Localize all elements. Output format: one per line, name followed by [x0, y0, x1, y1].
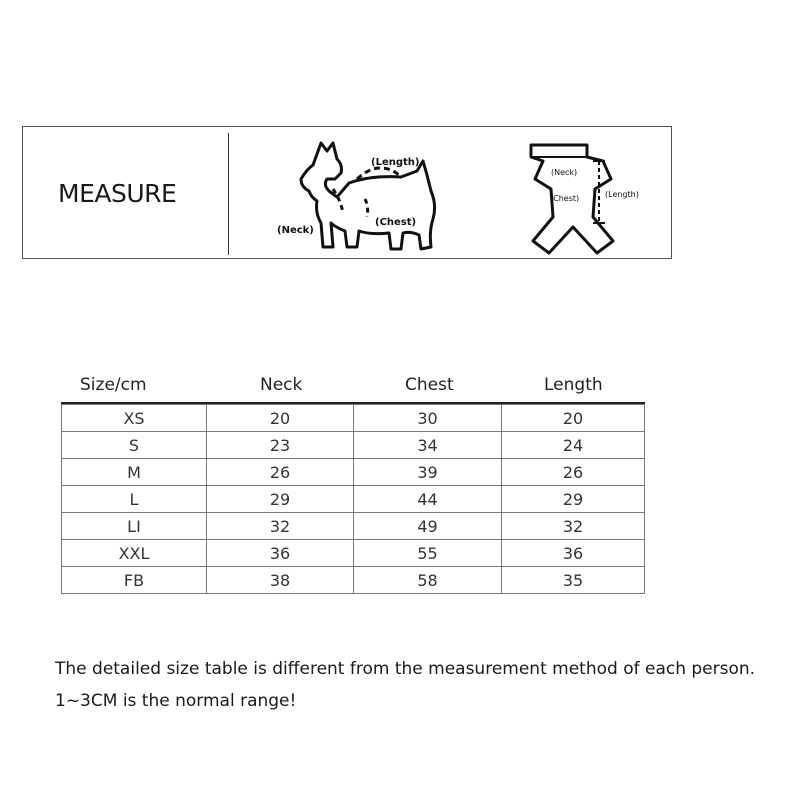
cell-length: 26: [502, 459, 645, 486]
cell-size: LI: [62, 513, 207, 540]
table-row: [62, 486, 645, 513]
cell-size: L: [62, 486, 207, 513]
size-table: [61, 404, 645, 594]
table-row: [62, 432, 645, 459]
table-row: [62, 405, 645, 432]
measure-title: MEASURE: [58, 179, 177, 208]
cell-length: 29: [502, 486, 645, 513]
dog-length-label: (Length): [371, 157, 420, 168]
cell-length: 36: [502, 540, 645, 567]
header-length: Length: [544, 375, 603, 395]
cell-chest: 30: [354, 405, 502, 432]
cell-chest: 49: [354, 513, 502, 540]
shirt-length-label: (Length): [605, 190, 639, 199]
measure-divider: [228, 133, 229, 255]
note-line-2: 1~3CM is the normal range!: [55, 691, 297, 711]
cell-chest: 34: [354, 432, 502, 459]
cell-chest: 55: [354, 540, 502, 567]
header-chest: Chest: [405, 375, 454, 395]
header-neck: Neck: [260, 375, 303, 395]
cell-neck: 38: [207, 567, 354, 594]
cell-length: 20: [502, 405, 645, 432]
cell-length: 24: [502, 432, 645, 459]
cell-neck: 36: [207, 540, 354, 567]
note-line-1: The detailed size table is different from the measurement method of each person.: [55, 659, 756, 679]
table-row: [62, 459, 645, 486]
cell-chest: 44: [354, 486, 502, 513]
cell-neck: 20: [207, 405, 354, 432]
dog-measure-icon: [271, 135, 461, 255]
cell-neck: 32: [207, 513, 354, 540]
cell-chest: 58: [354, 567, 502, 594]
cell-length: 35: [502, 567, 645, 594]
table-row: [62, 513, 645, 540]
table-row: [62, 567, 645, 594]
header-size: Size/cm: [80, 375, 147, 395]
dog-chest-label: (Chest): [375, 217, 417, 228]
measure-panel: [22, 126, 672, 259]
shirt-neck-label: (Neck): [551, 168, 578, 177]
cell-size: XS: [62, 405, 207, 432]
cell-neck: 26: [207, 459, 354, 486]
cell-length: 32: [502, 513, 645, 540]
shirt-chest-label: (Chest): [550, 194, 580, 203]
cell-size: XXL: [62, 540, 207, 567]
cell-size: M: [62, 459, 207, 486]
table-row: [62, 540, 645, 567]
shirt-measure-icon: [501, 137, 651, 257]
dog-neck-label: (Neck): [277, 225, 314, 236]
cell-neck: 23: [207, 432, 354, 459]
cell-chest: 39: [354, 459, 502, 486]
cell-neck: 29: [207, 486, 354, 513]
cell-size: FB: [62, 567, 207, 594]
cell-size: S: [62, 432, 207, 459]
